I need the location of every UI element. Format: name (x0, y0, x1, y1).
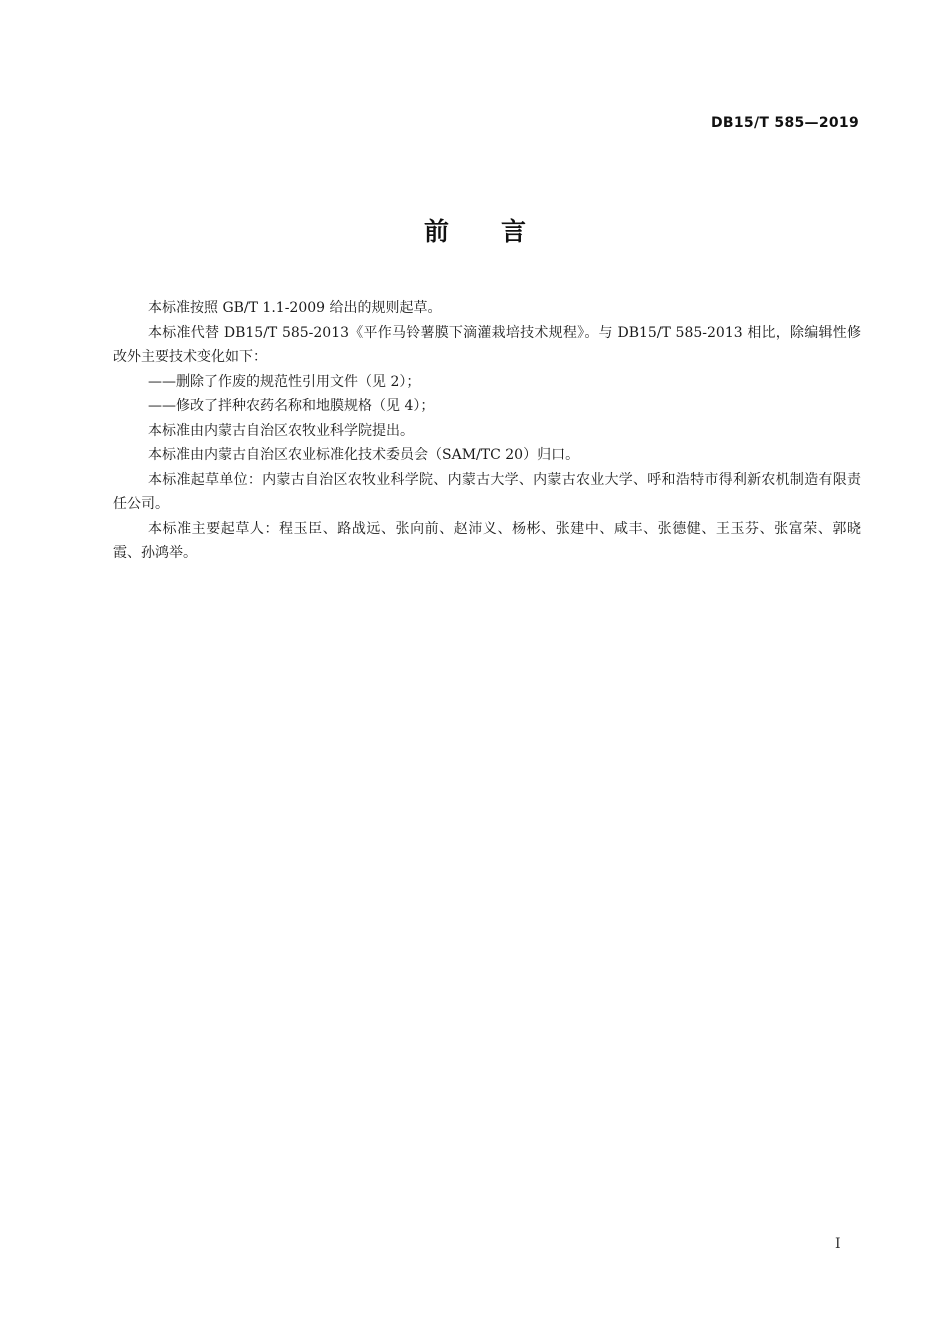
document-body (113, 296, 861, 566)
list-item-change-2: ——修改了拌种农药名称和地膜规格（见 4）； (148, 398, 435, 414)
paragraph-drafting-rules: 本标准按照 GB/T 1.1-2009 给出的规则起草。 (148, 300, 442, 316)
paragraph-proposer: 本标准由内蒙古自治区农牧业科学院提出。 (148, 422, 414, 439)
paragraph-administrator: 本标准由内蒙古自治区农业标准化技术委员会（SAM/TC 20）归口。 (148, 447, 580, 463)
page-number: I (835, 1236, 841, 1252)
list-item-change-1: ——删除了作废的规范性引用文件（见 2）； (148, 373, 421, 390)
paragraph-replacement: 本标准代替 DB15/T 585-2013《平作马铃薯膜下滴灌栽培技术规程》。与 DB15/T 585-2013 相比，除编辑性修改外主要技术变化如下： (113, 324, 861, 365)
document-code: DB15/T 585—2019 (711, 115, 859, 131)
paragraph-drafters: 本标准主要起草人：程玉臣、路战远、张向前、赵沛义、杨彬、张建中、咸丰、张德健、王玉芬、张富荣、郭晓霞、孙鸿举。 (113, 520, 861, 561)
page-title: 前言 (423, 217, 578, 246)
paragraph-drafting-units: 本标准起草单位：内蒙古自治区农牧业科学院、内蒙古大学、内蒙古农业大学、呼和浩特市得利新农机制造有限责任公司。 (113, 471, 861, 512)
